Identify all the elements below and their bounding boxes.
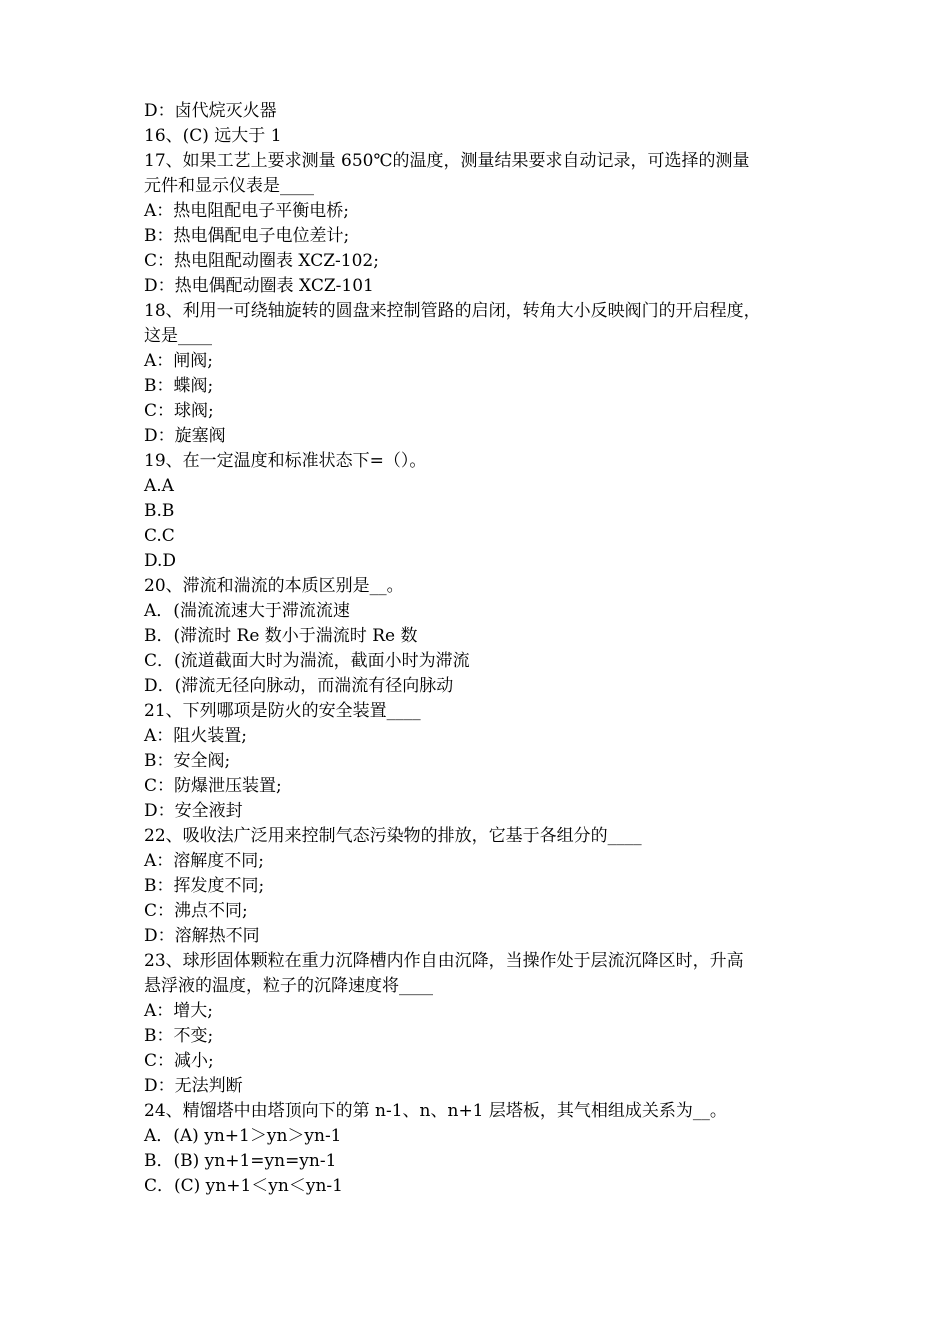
text-line: A：溶解度不同;	[144, 851, 265, 871]
text-line: 22、吸收法广泛用来控制气态污染物的排放，它基于各组分的____	[144, 826, 642, 846]
text-line: A.A	[144, 476, 174, 496]
text-line: A：闸阀;	[144, 351, 214, 371]
text-line: 19、在一定温度和标准状态下=（）。	[144, 451, 427, 471]
text-line: A：阻火装置;	[144, 726, 248, 746]
text-line: D.D	[144, 551, 177, 571]
text-line: 16、(C) 远大于 1	[144, 126, 282, 146]
text-line: C：防爆泄压装置;	[144, 776, 282, 796]
text-line: 元件和显示仪表是____	[144, 176, 314, 196]
text-line: A．(A) yn+1＞yn＞yn-1	[144, 1126, 342, 1146]
text-line: 18、利用一可绕轴旋转的圆盘来控制管路的启闭，转角大小反映阀门的开启程度，	[144, 301, 761, 321]
text-line: B.B	[144, 501, 175, 521]
text-line: D：旋塞阀	[144, 426, 226, 446]
text-line: D：溶解热不同	[144, 926, 260, 946]
text-line: 悬浮液的温度，粒子的沉降速度将____	[144, 976, 433, 996]
text-line: D：无法判断	[144, 1076, 243, 1096]
text-line: C：球阀;	[144, 401, 214, 421]
text-line: C.C	[144, 526, 175, 546]
text-line: 这是____	[144, 326, 212, 346]
text-line: C．(流道截面大时为湍流，截面小时为滞流	[144, 651, 470, 671]
text-line: A．(湍流流速大于滞流流速	[144, 601, 350, 621]
text-line: B：不变;	[144, 1026, 214, 1046]
text-line: D：热电偶配动圈表 XCZ-101	[144, 276, 374, 296]
text-line: B：挥发度不同;	[144, 876, 265, 896]
text-line: C．(C) yn+1＜yn＜yn-1	[144, 1176, 343, 1196]
document-body	[144, 99, 812, 1199]
text-line: 20、滞流和湍流的本质区别是__。	[144, 576, 404, 596]
text-line: C：热电阻配动圈表 XCZ-102;	[144, 251, 379, 271]
text-line: B：安全阀;	[144, 751, 231, 771]
text-line: A：热电阻配电子平衡电桥;	[144, 201, 350, 221]
text-line: 21、下列哪项是防火的安全装置____	[144, 701, 421, 721]
text-line: B：蝶阀;	[144, 376, 214, 396]
text-line: 17、如果工艺上要求测量 650℃的温度，测量结果要求自动记录，可选择的测量	[144, 151, 750, 171]
text-line: D：安全液封	[144, 801, 243, 821]
text-line: B．(滞流时 Re 数小于湍流时 Re 数	[144, 626, 418, 646]
text-line: D．(滞流无径向脉动，而湍流有径向脉动	[144, 676, 454, 696]
text-line: B．(B) yn+1=yn=yn-1	[144, 1151, 337, 1171]
text-line: B：热电偶配电子电位差计;	[144, 226, 350, 246]
text-line: C：减小;	[144, 1051, 214, 1071]
text-line: 23、球形固体颗粒在重力沉降槽内作自由沉降，当操作处于层流沉降区时，升高	[144, 951, 744, 971]
text-line: D：卤代烷灭火器	[144, 101, 277, 121]
text-line: 24、精馏塔中由塔顶向下的第 n-1、n、n+1 层塔板，其气相组成关系为__。	[144, 1101, 727, 1121]
text-line: C：沸点不同;	[144, 901, 248, 921]
text-line: A：增大;	[144, 1001, 214, 1021]
